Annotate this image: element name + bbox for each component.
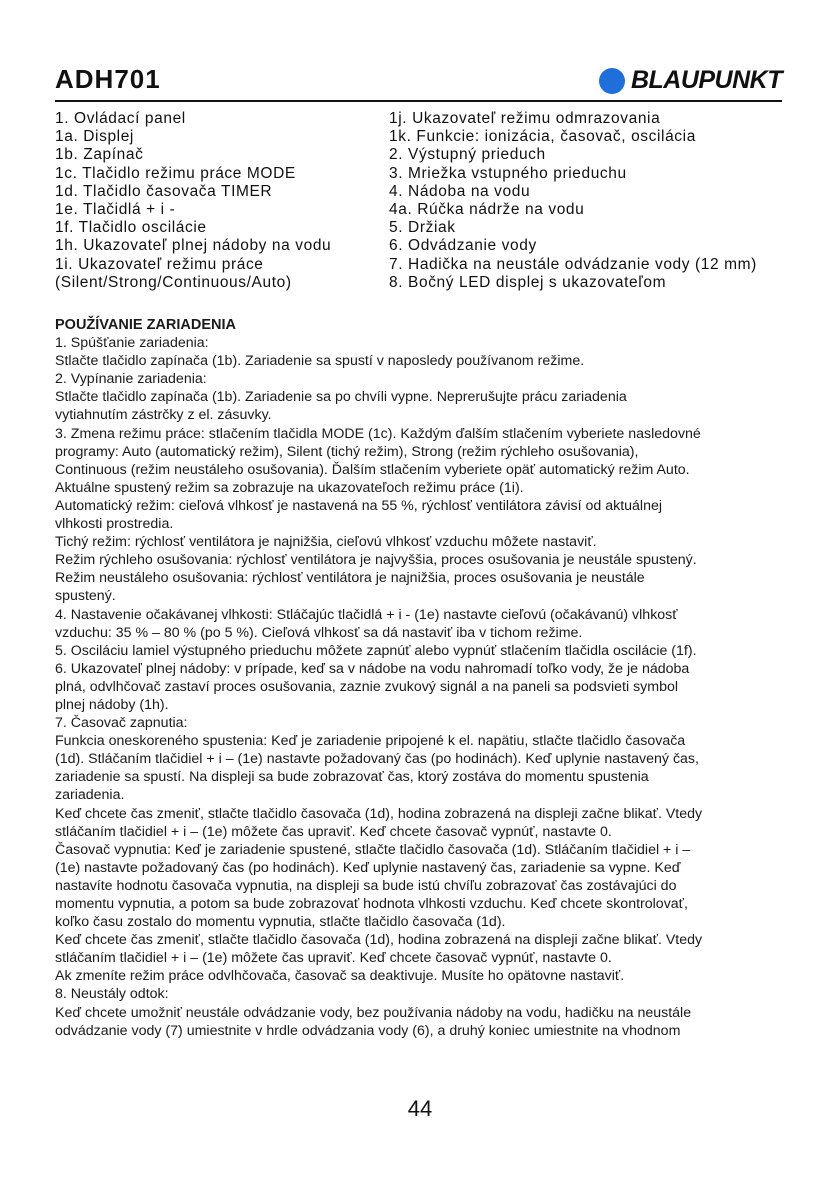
part-item: 1i. Ukazovateľ režimu práce <box>55 255 264 273</box>
part-item: 1e. Tlačidlá + i - <box>55 201 176 219</box>
text-line: 3. Zmena režimu práce: stlačením tlačidla MODE (1c). Každým ďalším stlačením vyberiete nasledovné <box>55 425 701 442</box>
text-line: Keď chcete umožniť neustále odvádzanie vody, bez používania nádoby na vodu, hadičku na neustále <box>55 1004 692 1021</box>
text-line: 7. Časovač zapnutia: <box>55 715 188 732</box>
text-line: (1e) nastavte požadovaný čas (po hodinách). Keď uplynie nastavený čas, zariadenie sa vypne. Keď <box>55 859 681 876</box>
part-item: 1h. Ukazovateľ plnej nádoby na vodu <box>55 237 332 255</box>
part-item: 1c. Tlačidlo režimu práce MODE <box>55 164 296 182</box>
part-item: 1b. Zapínač <box>55 146 144 164</box>
part-item: 1j. Ukazovateľ režimu odmrazovania <box>389 110 661 127</box>
text-line: zariadenie sa spustí. Na displeji sa bude zobrazovať čas, ktorý zostáva do momentu spustenia <box>55 769 649 786</box>
usage-section <box>55 316 790 1040</box>
brand-dot-icon <box>599 68 625 94</box>
text-line: vlhkosti prostredia. <box>55 516 174 533</box>
text-line: vytiahnutím zástrčky z el. zásuvky. <box>55 407 272 424</box>
part-item: 8. Bočný LED displej s ukazovateľom <box>389 273 667 291</box>
text-line: spustený. <box>55 588 116 605</box>
part-item: (Silent/Strong/Continuous/Auto) <box>55 273 292 291</box>
text-line: Tichý režim: rýchlosť ventilátora je najnižšia, cieľovú vlhkosť vzduchu môžete nastaviť. <box>55 534 597 551</box>
text-line: momentu vypnutia, a potom sa bude zobrazovať hodnota vlhkosti vzduchu. Keď chcete skontrolovať, <box>55 896 688 912</box>
part-item: 1. Ovládací panel <box>55 110 186 127</box>
text-line: nastavíte hodnotu časovača vypnutia, na displeji sa bude istú chvíľu zobrazovať čas zostávajúci do <box>55 877 677 894</box>
text-line: plná, odvlhčovač zastaví proces osušovania, zaznie zvukový signál a na paneli sa podsvieti symbol <box>55 678 679 695</box>
text-line: 6. Ukazovateľ plnej nádoby: v prípade, keď sa v nádobe na vodu nahromadí toľko vody, že je nádoba <box>55 660 690 677</box>
text-line: Režim neustáleho osušovania: rýchlosť ventilátora je najnižšia, proces osušovania je neustále <box>55 570 645 587</box>
brand-name: BLAUPUNKT <box>630 66 782 94</box>
text-line: 4. Nastavenie očakávanej vlhkosti: Stláčajúc tlačidlá + i - (1e) nastavte cieľovú (očakávanú) vlhkosť <box>55 606 678 623</box>
text-line: Aktuálne spustený režim sa zobrazuje na ukazovateľoch režimu práce (1i). <box>55 479 524 496</box>
part-item: 4a. Rúčka nádrže na vodu <box>389 201 585 219</box>
parts-list-left <box>55 110 331 292</box>
text-line: koľko času zostalo do momentu vypnutia, stlačte tlačidlo časovača (1d). <box>55 914 506 931</box>
text-line: stláčaním tlačidiel + i – (1e) môžete čas upraviť. Keď chcete časovač vypnúť, nastavte 0. <box>55 823 612 840</box>
text-line: Ak zmeníte režim práce odvlhčovača, časovač sa deaktivuje. Musíte ho opätovne nastaviť. <box>55 968 625 985</box>
text-line: 5. Osciláciu lamiel výstupného prieduchu môžete zapnúť alebo vypnúť stlačením tlačidla oscilácie (1f). <box>55 642 697 659</box>
page-number: 44 <box>407 1096 433 1121</box>
part-item: 6. Odvádzanie vody <box>389 237 537 255</box>
part-item: 1f. Tlačidlo oscilácie <box>55 219 207 237</box>
text-line: odvádzanie vody (7) umiestnite v hrdle odvádzania vody (6), a druhý koniec umiestnite na vhodnom <box>55 1022 681 1039</box>
text-line: zariadenia. <box>55 787 125 804</box>
text-line: 8. Neustály odtok: <box>55 986 169 1003</box>
text-line: Režim rýchleho osušovania: rýchlosť ventilátora je najvyššia, proces osušovania je neustále spustený. <box>55 552 697 569</box>
section-text <box>55 334 790 1040</box>
text-line: 1. Spúšťanie zariadenia: <box>55 335 209 352</box>
header-divider <box>55 100 782 102</box>
part-item: 1d. Tlačidlo časovača TIMER <box>55 182 273 200</box>
text-line: Keď chcete čas zmeniť, stlačte tlačidlo časovača (1d), hodina zobrazená na displeji začne blikať. Vtedy <box>55 805 703 822</box>
part-item: 1a. Displej <box>55 128 134 146</box>
text-line: plnej nádoby (1h). <box>55 696 169 713</box>
part-item: 2. Výstupný prieduch <box>389 146 546 164</box>
brand-logo <box>599 66 782 95</box>
text-line: stláčaním tlačidiel + i – (1e) môžete čas upraviť. Keď chcete časovač vypnúť, nastavte 0. <box>55 950 612 967</box>
model-number: ADH701 <box>55 64 161 94</box>
text-line: 2. Vypínanie zariadenia: <box>55 371 207 388</box>
text-line: Stlačte tlačidlo zapínača (1b). Zariadenie sa spustí v naposledy používanom režime. <box>55 353 585 370</box>
text-line: Keď chcete čas zmeniť, stlačte tlačidlo časovača (1d), hodina zobrazená na displeji začne blikať. Vtedy <box>55 932 703 949</box>
text-line: programy: Auto (automatický režim), Silent (tichý režim), Strong (režim rýchleho osušovania), <box>55 443 639 460</box>
text-line: Continuous (režim neustáleho osušovania). Ďalším stlačením vyberiete opäť automatický režim Auto. <box>55 461 690 478</box>
part-item: 5. Držiak <box>389 219 456 237</box>
section-heading: POUŽÍVANIE ZARIADENIA <box>55 317 236 333</box>
parts-list-right <box>389 110 757 292</box>
text-line: (1d). Stláčaním tlačidiel + i – (1e) nastavte požadovaný čas (po hodinách). Keď uplynie nastavený čas, <box>55 751 699 768</box>
part-item: 4. Nádoba na vodu <box>389 182 531 200</box>
text-line: Automatický režim: cieľová vlhkosť je nastavená na 55 %, rýchlosť ventilátora závisí od aktuálnej <box>55 497 663 514</box>
text-line: vzduchu: 35 % – 80 % (po 5 %). Cieľová vlhkosť sa dá nastaviť iba v tichom režime. <box>55 624 583 641</box>
text-line: Stlačte tlačidlo zapínača (1b). Zariadenie sa po chvíli vypne. Neprerušujte prácu zariadenia <box>55 389 627 406</box>
text-line: Časovač vypnutia: Keď je zariadenie spustené, stlačte tlačidlo časovača (1d). Stláčaním tlačidiel + i – <box>55 841 691 858</box>
part-item: 7. Hadička na neustále odvádzanie vody (12 mm) <box>389 255 757 273</box>
text-line: Funkcia oneskoreného spustenia: Keď je zariadenie pripojené k el. napätiu, stlačte tlačidlo časovača <box>55 733 686 750</box>
part-item: 3. Mriežka vstupného prieduchu <box>389 164 627 182</box>
part-item: 1k. Funkcie: ionizácia, časovač, oscilácia <box>389 128 696 146</box>
